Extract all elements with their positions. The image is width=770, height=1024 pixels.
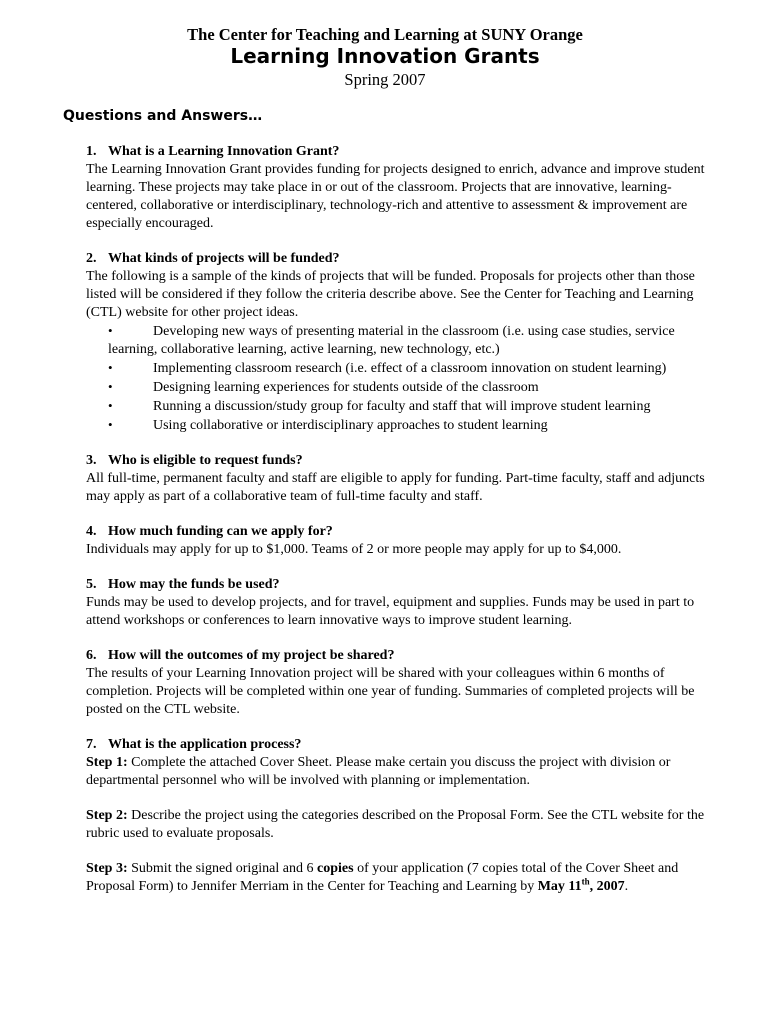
qa-item-1 [86, 143, 716, 233]
qa-item-6 [86, 647, 716, 719]
answer-1: The Learning Innovation Grant provides funding for projects designed to enrich, advance and improve student learning. These projects may take place in or out of the classroom. Projects that are innovative, learning-centered, collaborative or interdisciplinary, technology-rich and attentive to assessment & improvement are especially encouraged. [86, 162, 705, 231]
answer-6: The results of your Learning Innovation project will be shared with your colleagues within 6 months of completion. Projects will be completed within one year of funding. Summaries of completed projects will be posted on the CTL website. [86, 666, 695, 717]
step-end-punctuation: . [624, 879, 629, 894]
step-label: Step 2: [86, 808, 128, 823]
step-text: Complete the attached Cover Sheet. Please make certain you discuss the project with division or departmental personnel who will be involved with planning or implementation. [86, 755, 671, 788]
question-number: 2. [86, 251, 97, 266]
answer-5: Funds may be used to develop projects, and for travel, equipment and supplies. Funds may be used in part to attend workshops or conferences to learn innovative ways to improve student learning. [86, 595, 695, 628]
question-text: What kinds of projects will be funded? [108, 251, 340, 266]
bullet-icon: • [108, 323, 113, 338]
section-title: Questions and Answers… [63, 108, 263, 124]
project-types-list [86, 322, 716, 435]
step-1 [86, 754, 716, 790]
question-4 [86, 523, 716, 541]
question-number: 1. [86, 144, 97, 159]
qa-list [86, 143, 716, 913]
qa-item-7 [86, 736, 716, 896]
answer-2: The following is a sample of the kinds of projects that will be funded. Proposals for projects other than those listed will be considered if they follow the criteria describe above. See the Center for Teaching and Learning (CTL) website for other project ideas. [86, 269, 695, 320]
question-number: 6. [86, 648, 97, 663]
step-3 [86, 860, 716, 896]
question-number: 7. [86, 737, 97, 752]
bullet-icon: • [108, 398, 113, 413]
step-label: Step 3: [86, 861, 128, 876]
question-text: How may the funds be used? [108, 577, 280, 592]
list-item-text: Implementing classroom research (i.e. effect of a classroom innovation on student learning) [153, 361, 667, 376]
question-2 [86, 250, 716, 268]
list-item [108, 397, 716, 416]
bullet-icon: • [108, 417, 113, 432]
question-7 [86, 736, 716, 754]
step-label: Step 1: [86, 755, 128, 770]
question-3 [86, 452, 716, 470]
list-item-text: Designing learning experiences for students outside of the classroom [153, 380, 539, 395]
document-title: Learning Innovation Grants [230, 44, 540, 68]
document-term: Spring 2007 [344, 70, 426, 89]
step-text-continued: of your application (7 copies total of the Cover Sheet and Proposal Form) to Jennifer Merriam in the Center for Teaching and Learning by [86, 861, 679, 894]
bullet-icon: • [108, 360, 113, 375]
answer-4: Individuals may apply for up to $1,000. Teams of 2 or more people may apply for up to $4,000. [86, 542, 622, 557]
qa-item-2 [86, 250, 716, 435]
question-number: 3. [86, 453, 97, 468]
question-text: What is the application process? [108, 737, 302, 752]
list-item-text: Using collaborative or interdisciplinary approaches to student learning [153, 418, 548, 433]
deadline-date [537, 876, 625, 894]
question-5 [86, 576, 716, 594]
question-6 [86, 647, 716, 665]
deadline-year: , 2007 [589, 879, 625, 894]
list-item-text: Running a discussion/study group for faculty and staff that will improve student learning [153, 399, 651, 414]
copies-emphasis: copies [317, 861, 354, 876]
ordinal-suffix: th [581, 876, 590, 887]
answer-3: All full-time, permanent faculty and staff are eligible to apply for funding. Part-time faculty, staff and adjuncts may apply as part of a collaborative team of full-time faculty and staff. [86, 471, 705, 504]
center-name: The Center for Teaching and Learning at SUNY Orange [187, 25, 583, 44]
list-item-text: Developing new ways of presenting material in the classroom (i.e. using case studies, service learning, collaborative learning, active learning, new technology, etc.) [108, 324, 675, 357]
list-item [108, 359, 716, 378]
step-2 [86, 807, 716, 843]
qa-item-5 [86, 576, 716, 630]
list-item [108, 416, 716, 435]
deadline-month-day: May 11 [537, 879, 582, 894]
question-text: How will the outcomes of my project be shared? [108, 648, 395, 663]
question-1 [86, 143, 716, 161]
step-text: Submit the signed original and 6 [127, 861, 317, 876]
list-item [108, 322, 716, 359]
question-text: What is a Learning Innovation Grant? [108, 144, 340, 159]
question-number: 4. [86, 524, 97, 539]
step-text: Describe the project using the categories described on the Proposal Form. See the CTL website for the rubric used to evaluate proposals. [86, 808, 705, 841]
qa-item-4 [86, 523, 716, 559]
question-text: Who is eligible to request funds? [108, 453, 303, 468]
qa-item-3 [86, 452, 716, 506]
question-text: How much funding can we apply for? [108, 524, 333, 539]
bullet-icon: • [108, 379, 113, 394]
question-number: 5. [86, 577, 97, 592]
list-item [108, 378, 716, 397]
